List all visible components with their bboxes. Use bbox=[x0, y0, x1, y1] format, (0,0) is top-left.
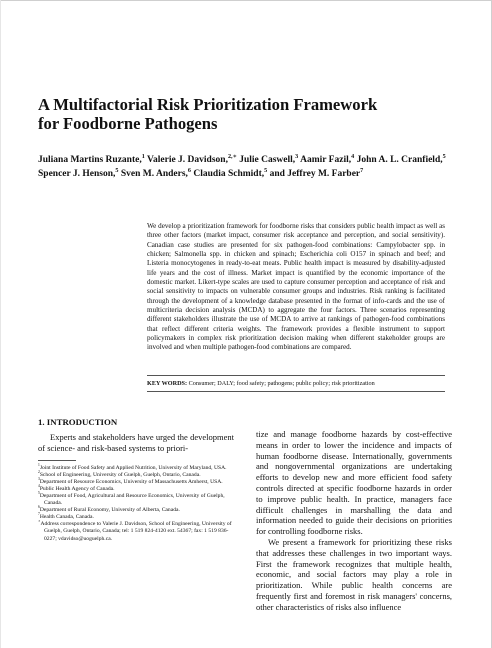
keywords-list: Consumer; DALY; food safety; pathogens; public policy; risk prioritization bbox=[188, 380, 375, 387]
section-heading: 1. INTRODUCTION bbox=[38, 417, 118, 427]
author: Valerie J. Davidson,$^{2,∗}$ bbox=[147, 153, 237, 165]
footnote: $^4$Public Health Agency of Canada. bbox=[38, 484, 115, 492]
author: Sven M. Anders,$^6$ bbox=[120, 167, 191, 179]
footnote-separator bbox=[38, 460, 76, 461]
intro-paragraph: tize and manage foodborne hazards by cost-effective means in order to lower the incidence and impacts of human foodborne disease. Internationally, governments and nongovernmental organizations are undertaking efforts to develop new and more efficient food safety controls directed at specific foodborne hazards in order to improve public health. In practice, managers face difficult challenges in marshalling the data and information needed to guide their decisions on priorities for controlling foodborne risks. bbox=[256, 429, 452, 537]
intro-paragraph: Experts and stakeholders have urged the development of science- and risk-based systems to priori- bbox=[38, 432, 234, 453]
right-column bbox=[256, 429, 452, 613]
footnote: $^6$Department of Rural Economy, University of Alberta, Canada. bbox=[38, 505, 180, 514]
keywords-label: KEY WORDS: bbox=[147, 380, 188, 387]
author: John A. L. Cranfield,$^5$ bbox=[356, 153, 446, 165]
footnote: $^2$School of Engineering, University of Guelph, Guelph, Ontario, Canada. bbox=[38, 469, 201, 478]
title-line-2: for Foodborne Pathogens bbox=[38, 114, 218, 133]
keywords-rule-top bbox=[147, 375, 445, 376]
footnote: $^5$Department of Food, Agricultural and Resource Economics, University of Guelph, Canada. bbox=[38, 491, 225, 507]
left-column bbox=[38, 417, 234, 543]
title-line-1: A Multifactorial Risk Prioritization Framework bbox=[38, 95, 378, 114]
author: Juliana Martins Ruzante,$^1$ bbox=[38, 153, 145, 165]
author: Aamir Fazil,$^4$ bbox=[300, 153, 355, 165]
footnote: $^7$Health Canada, Canada. bbox=[38, 512, 94, 521]
footnote: $^3$Department of Resource Economics, University of Massachusetts Amherst, USA. bbox=[38, 476, 223, 485]
author: Julie Caswell,$^3$ bbox=[239, 153, 299, 165]
author: Claudia Schmidt,$^5$ bbox=[193, 167, 268, 179]
author: Spencer J. Henson,$^5$ bbox=[38, 167, 119, 179]
footnote: ∗Address correspondence to Valerie J. Davidson, School of Engineering, University of Guelph, Guelph, Ontario, Canada; tel: 1 519 824-4120 ext. 54367; fax: 1 519 836-0227; vdavidso@uoguelph.ca. bbox=[38, 519, 232, 542]
author-list bbox=[38, 154, 458, 181]
footnote: $^1$Joint Institute of Food Safety and Applied Nutrition, University of Maryland, USA. bbox=[38, 462, 227, 471]
intro-paragraph: We present a framework for prioritizing these risks that addresses these challenges in two important ways. First the framework recognizes that multiple health, economic, and social factors may play a role in prioritization. While public health concerns are frequently first and foremost in risk managers' concerns, other characteristics of risks also influence bbox=[256, 536, 452, 612]
footnotes bbox=[38, 460, 234, 543]
keywords-rule-bottom bbox=[147, 391, 445, 392]
paper-title bbox=[38, 95, 458, 133]
page-border-left bbox=[0, 0, 1, 648]
page-border-top bbox=[0, 0, 492, 1]
author: and Jeffrey M. Farber$^7$ bbox=[269, 167, 364, 179]
keywords bbox=[147, 380, 445, 388]
abstract: We develop a prioritization framework for foodborne risks that considers public health impact as well as three other factors (market impact, consumer risk acceptance and perception, and social sensitivity). Canadian case studies are presented for six pathogen-food combinations: Campylobacter spp. in chicken; Salmonella spp. in chicken and spinach; Escherichia coli O157 in spinach and beef; and Listeria monocytogenes in ready-to-eat meats. Public health impact is measured by disability-adjusted life years and the cost of illness. Market impact is quantified by the economic importance of the domestic market. Likert-type scales are used to capture consumer perception and acceptance of risk and social sensitivity to impacts on vulnerable consumer groups and industries. Risk ranking is facilitated through the development of a knowledge database presented in the format of info-cards and the use of multicriteria decision analysis (MCDA) to aggregate the four factors. Three scenarios representing different stakeholders illustrate the use of MCDA to arrive at rankings of pathogen-food combinations that reflect different criteria weights. The framework provides a flexible instrument to support policymakers in complex risk prioritization decision making when different stakeholder groups are involved and when multiple pathogen-food combinations are compared. bbox=[147, 222, 445, 352]
